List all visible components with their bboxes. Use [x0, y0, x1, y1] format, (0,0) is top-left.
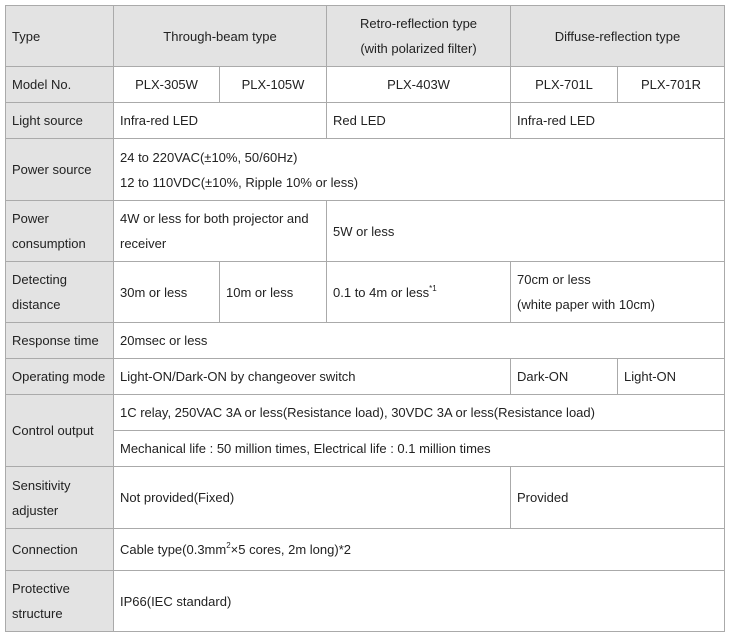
protective-value-cell [114, 571, 725, 632]
sensitivity-value: Not provided(Fixed) [120, 490, 235, 505]
response-time-value: 20msec or less [120, 333, 208, 348]
sensitivity-value: Provided [517, 490, 569, 505]
detecting-distance-line: 70cm or less [517, 272, 591, 287]
detecting-distance-label-line: distance [12, 297, 61, 312]
detecting-distance-value: 10m or less [226, 284, 294, 300]
operating-mode-value: Dark-ON [517, 369, 569, 384]
operating-mode-label-cell [6, 359, 114, 395]
type-header [6, 6, 114, 67]
model-value: PLX-701R [641, 77, 701, 92]
light-source-label: Light source [12, 113, 83, 128]
detecting-distance-value: 30m or less [120, 284, 188, 300]
light-source-row [6, 103, 725, 139]
detecting-distance-label-line: Detecting [12, 272, 67, 287]
sensitivity-provided [511, 467, 725, 529]
retro-label-line1: Retro-reflection type [359, 16, 478, 31]
model-cell [618, 67, 725, 103]
detecting-distance-row [6, 262, 725, 323]
model-value: PLX-305W [135, 77, 198, 92]
detecting-distance-m2 [220, 262, 327, 323]
operating-mode-value: Light-ON [624, 369, 677, 384]
connection-value: Cable type(0.3mm [120, 542, 227, 557]
superscript: 2 [226, 541, 231, 550]
type-label: Type [12, 28, 41, 44]
control-output-value: Mechanical life : 50 million times, Electrical life : 0.1 million times [120, 441, 491, 456]
power-consumption-label-line: consumption [12, 236, 86, 251]
operating-mode-value: Light-ON/Dark-ON by changeover switch [120, 369, 356, 384]
power-consumption-line: receiver [120, 236, 167, 251]
control-output-relay [114, 395, 725, 431]
protective-value: IP66(IEC standard) [120, 593, 232, 609]
model-row [6, 67, 725, 103]
spec-table [5, 5, 725, 632]
sensitivity-label-line: Sensitivity [12, 477, 71, 493]
protective-label-line: structure [12, 606, 63, 621]
power-consumption-label-cell [6, 201, 114, 262]
model-label-cell [6, 67, 114, 103]
response-time-value-cell [114, 323, 725, 359]
connection-value-cell [114, 529, 725, 571]
detecting-distance-label-cell [6, 262, 114, 323]
power-source-label: Power source [12, 162, 92, 177]
detecting-distance-retro [327, 262, 511, 323]
light-source-label-cell [6, 103, 114, 139]
detecting-distance-diffuse [511, 262, 725, 323]
connection-label-cell [6, 529, 114, 571]
operating-mode-dark [511, 359, 618, 395]
detecting-distance-line: (white paper with 10cm) [517, 297, 656, 312]
operating-mode-light [618, 359, 725, 395]
model-cell [511, 67, 618, 103]
operating-mode-label: Operating mode [12, 369, 106, 384]
protective-row [6, 571, 725, 632]
operating-mode-row [6, 359, 725, 395]
power-consumption-through [114, 201, 327, 262]
model-value: PLX-105W [241, 77, 305, 92]
light-source-value: Red LED [333, 113, 386, 128]
connection-row [6, 529, 725, 571]
power-source-line: 24 to 220VAC(±10%, 50/60Hz) [120, 149, 298, 165]
power-source-row [6, 139, 725, 201]
sensitivity-label-cell [6, 467, 114, 529]
model-cell [220, 67, 327, 103]
response-time-label: Response time [12, 333, 99, 348]
protective-label-cell [6, 571, 114, 632]
diffuse-header [511, 6, 725, 67]
light-source-value: Infra-red LED [517, 113, 596, 128]
sensitivity-row [6, 467, 725, 529]
power-consumption-other [327, 201, 725, 262]
model-value: PLX-403W [387, 77, 450, 92]
connection-value: ×5 cores, 2m long)*2 [230, 542, 351, 557]
through-beam-header [114, 6, 327, 67]
model-cell [114, 67, 220, 103]
response-time-row [6, 323, 725, 359]
power-consumption-row [6, 201, 725, 262]
control-output-label-cell [6, 395, 114, 467]
model-label: Model No. [12, 77, 72, 92]
sensitivity-label-line: adjuster [12, 502, 59, 518]
model-value: PLX-701L [535, 77, 593, 92]
connection-label: Connection [12, 542, 78, 557]
retro-label-line2: (with polarized filter) [360, 41, 477, 56]
model-cell [327, 67, 511, 103]
light-source-retro [327, 103, 511, 139]
power-consumption-label-line: Power [12, 211, 49, 226]
response-time-label-cell [6, 323, 114, 359]
control-output-value: 1C relay, 250VAC 3A or less(Resistance load), 30VDC 3A or less(Resistance load) [120, 405, 595, 420]
power-source-line: 12 to 110VDC(±10%, Ripple 10% or less) [120, 174, 359, 190]
footnote-marker: *1 [429, 283, 437, 293]
light-source-diffuse [511, 103, 725, 139]
diffuse-label: Diffuse-reflection type [554, 28, 681, 44]
protective-label-line: Protective [12, 581, 70, 596]
sensitivity-fixed [114, 467, 511, 529]
power-consumption-value: 5W or less [333, 223, 395, 239]
header-row [6, 6, 725, 67]
through-beam-label: Through-beam type [163, 28, 277, 44]
control-output-row [6, 395, 725, 431]
control-output-label: Control output [12, 423, 94, 438]
control-output-life [114, 431, 725, 467]
control-output-row [6, 431, 725, 467]
light-source-through [114, 103, 327, 139]
detecting-distance-value: 0.1 to 4m or less [333, 284, 430, 300]
power-source-label-cell [6, 139, 114, 201]
detecting-distance-m1 [114, 262, 220, 323]
retro-header [327, 6, 511, 67]
power-source-value-cell [114, 139, 725, 201]
power-consumption-line: 4W or less for both projector and [120, 211, 309, 226]
light-source-value: Infra-red LED [120, 113, 199, 128]
operating-mode-main [114, 359, 511, 395]
